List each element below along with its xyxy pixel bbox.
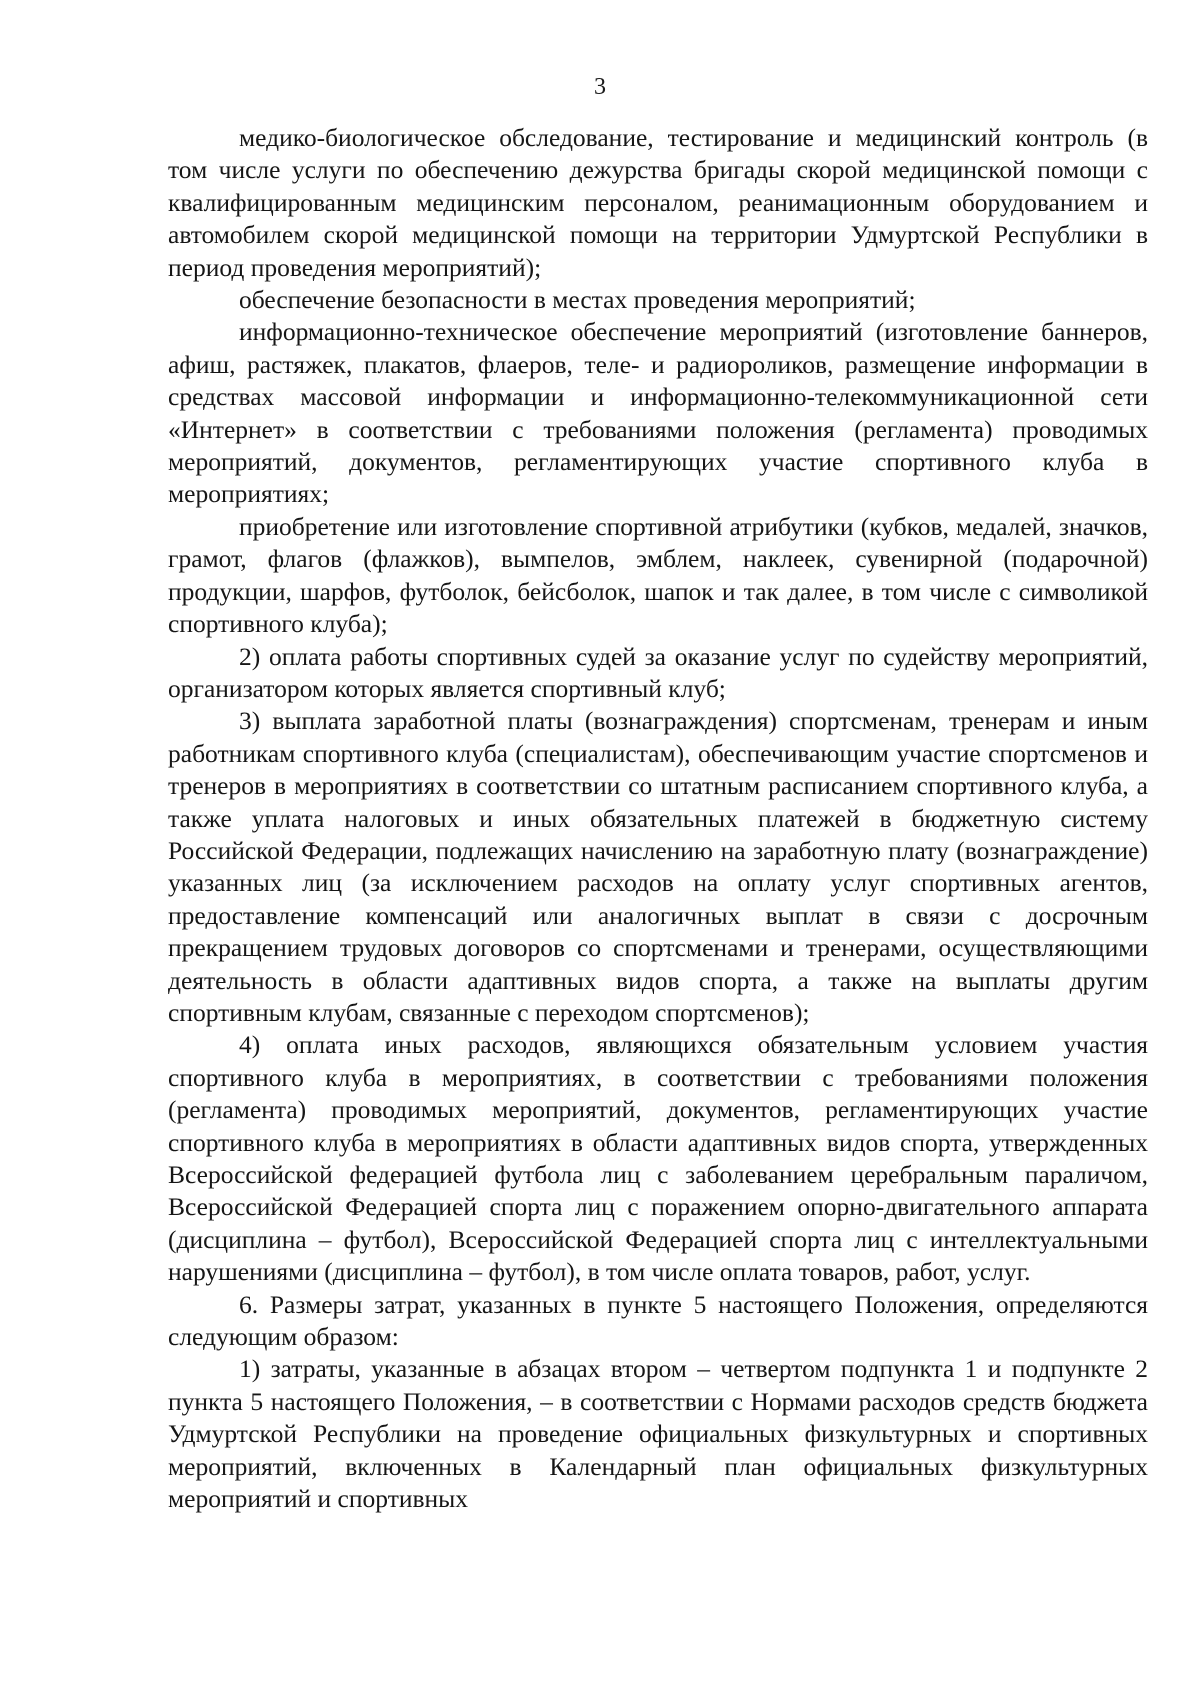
paragraph-cost-norms: 1) затраты, указанные в абзацах втором – четвертом подпункта 1 и подпункте 2 пункта 5 настоящего Положения, – в соответствии с Нормами расходов средств бюджета Удмуртской Республики на проведение официальных физкультурных и спортивных мероприятий, включенных в Календарный план официальных физкультурных мероприятий и спортивных bbox=[168, 1354, 1148, 1514]
page-number: 3 bbox=[594, 74, 606, 100]
document-body bbox=[168, 122, 1148, 1515]
paragraph-medical-examination: медико-биологическое обследование, тестирование и медицинский контроль (в том числе услуги по обеспечению дежурства бригады скорой медицинской помощи с квалифицированным медицинским персоналом, реанимационным оборудованием и автомобилем скорой медицинской помощи на территории Удмуртской Республики в период проведения мероприятий); bbox=[168, 123, 1148, 282]
paragraph-other-expenses: 4) оплата иных расходов, являющихся обязательным условием участия спортивного клуба в мероприятиях, в соответствии с требованиями положения (регламента) проводимых мероприятий, документов, регламентирующих участие спортивного клуба в мероприятиях в области адаптивных видов спорта, утвержденных Всероссийской федерацией футбола лиц с заболеванием церебральным параличом, Всероссийской Федерацией спорта лиц с поражением опорно-двигательного аппарата (дисциплина – футбол), Всероссийской Федерацией спорта лиц с интеллектуальными нарушениями (дисциплина – футбол), в том числе оплата товаров, работ, услуг. bbox=[168, 1030, 1148, 1287]
paragraph-salary-payment: 3) выплата заработной платы (вознаграждения) спортсменам, тренерам и иным работникам спортивного клуба (специалистам), обеспечивающим участие спортсменов и тренеров в мероприятиях в соответствии со штатным расписанием спортивного клуба, а также уплата налоговых и иных обязательных платежей в бюджетную систему Российской Федерации, подлежащих начислению на заработную плату (вознаграждение) указанных лиц (за исключением расходов на оплату услуг спортивных агентов, предоставление компенсаций или аналогичных выплат в связи с досрочным прекращением трудовых договоров со спортсменами и тренерами, осуществляющими деятельность в области адаптивных видов спорта, а также на выплаты другим спортивным клубам, связанные с переходом спортсменов); bbox=[168, 706, 1148, 1027]
paragraph-cost-amounts: 6. Размеры затрат, указанных в пункте 5 настоящего Положения, определяются следующим образом: bbox=[168, 1289, 1148, 1352]
paragraph-sports-attributes: приобретение или изготовление спортивной атрибутики (кубков, медалей, значков, грамот, флагов (флажков), вымпелов, эмблем, наклеек, сувенирной (подарочной) продукции, шарфов, футболок, бейсболок, шапок и так далее, в том числе с символикой спортивного клуба); bbox=[168, 511, 1148, 639]
paragraph-security: обеспечение безопасности в местах проведения мероприятий; bbox=[239, 285, 916, 315]
paragraph-information-support: информационно-техническое обеспечение мероприятий (изготовление баннеров, афиш, растяжек, плакатов, флаеров, теле- и радиороликов, размещение информации в средствах массовой информации и информационно-телекоммуникационной сети «Интернет» в соответствии с требованиями положения (регламента) проводимых мероприятий, документов, регламентирующих участие спортивного клуба в мероприятиях; bbox=[168, 317, 1148, 509]
paragraph-referee-payment: 2) оплата работы спортивных судей за оказание услуг по судейству мероприятий, организатором которых является спортивный клуб; bbox=[168, 641, 1148, 703]
